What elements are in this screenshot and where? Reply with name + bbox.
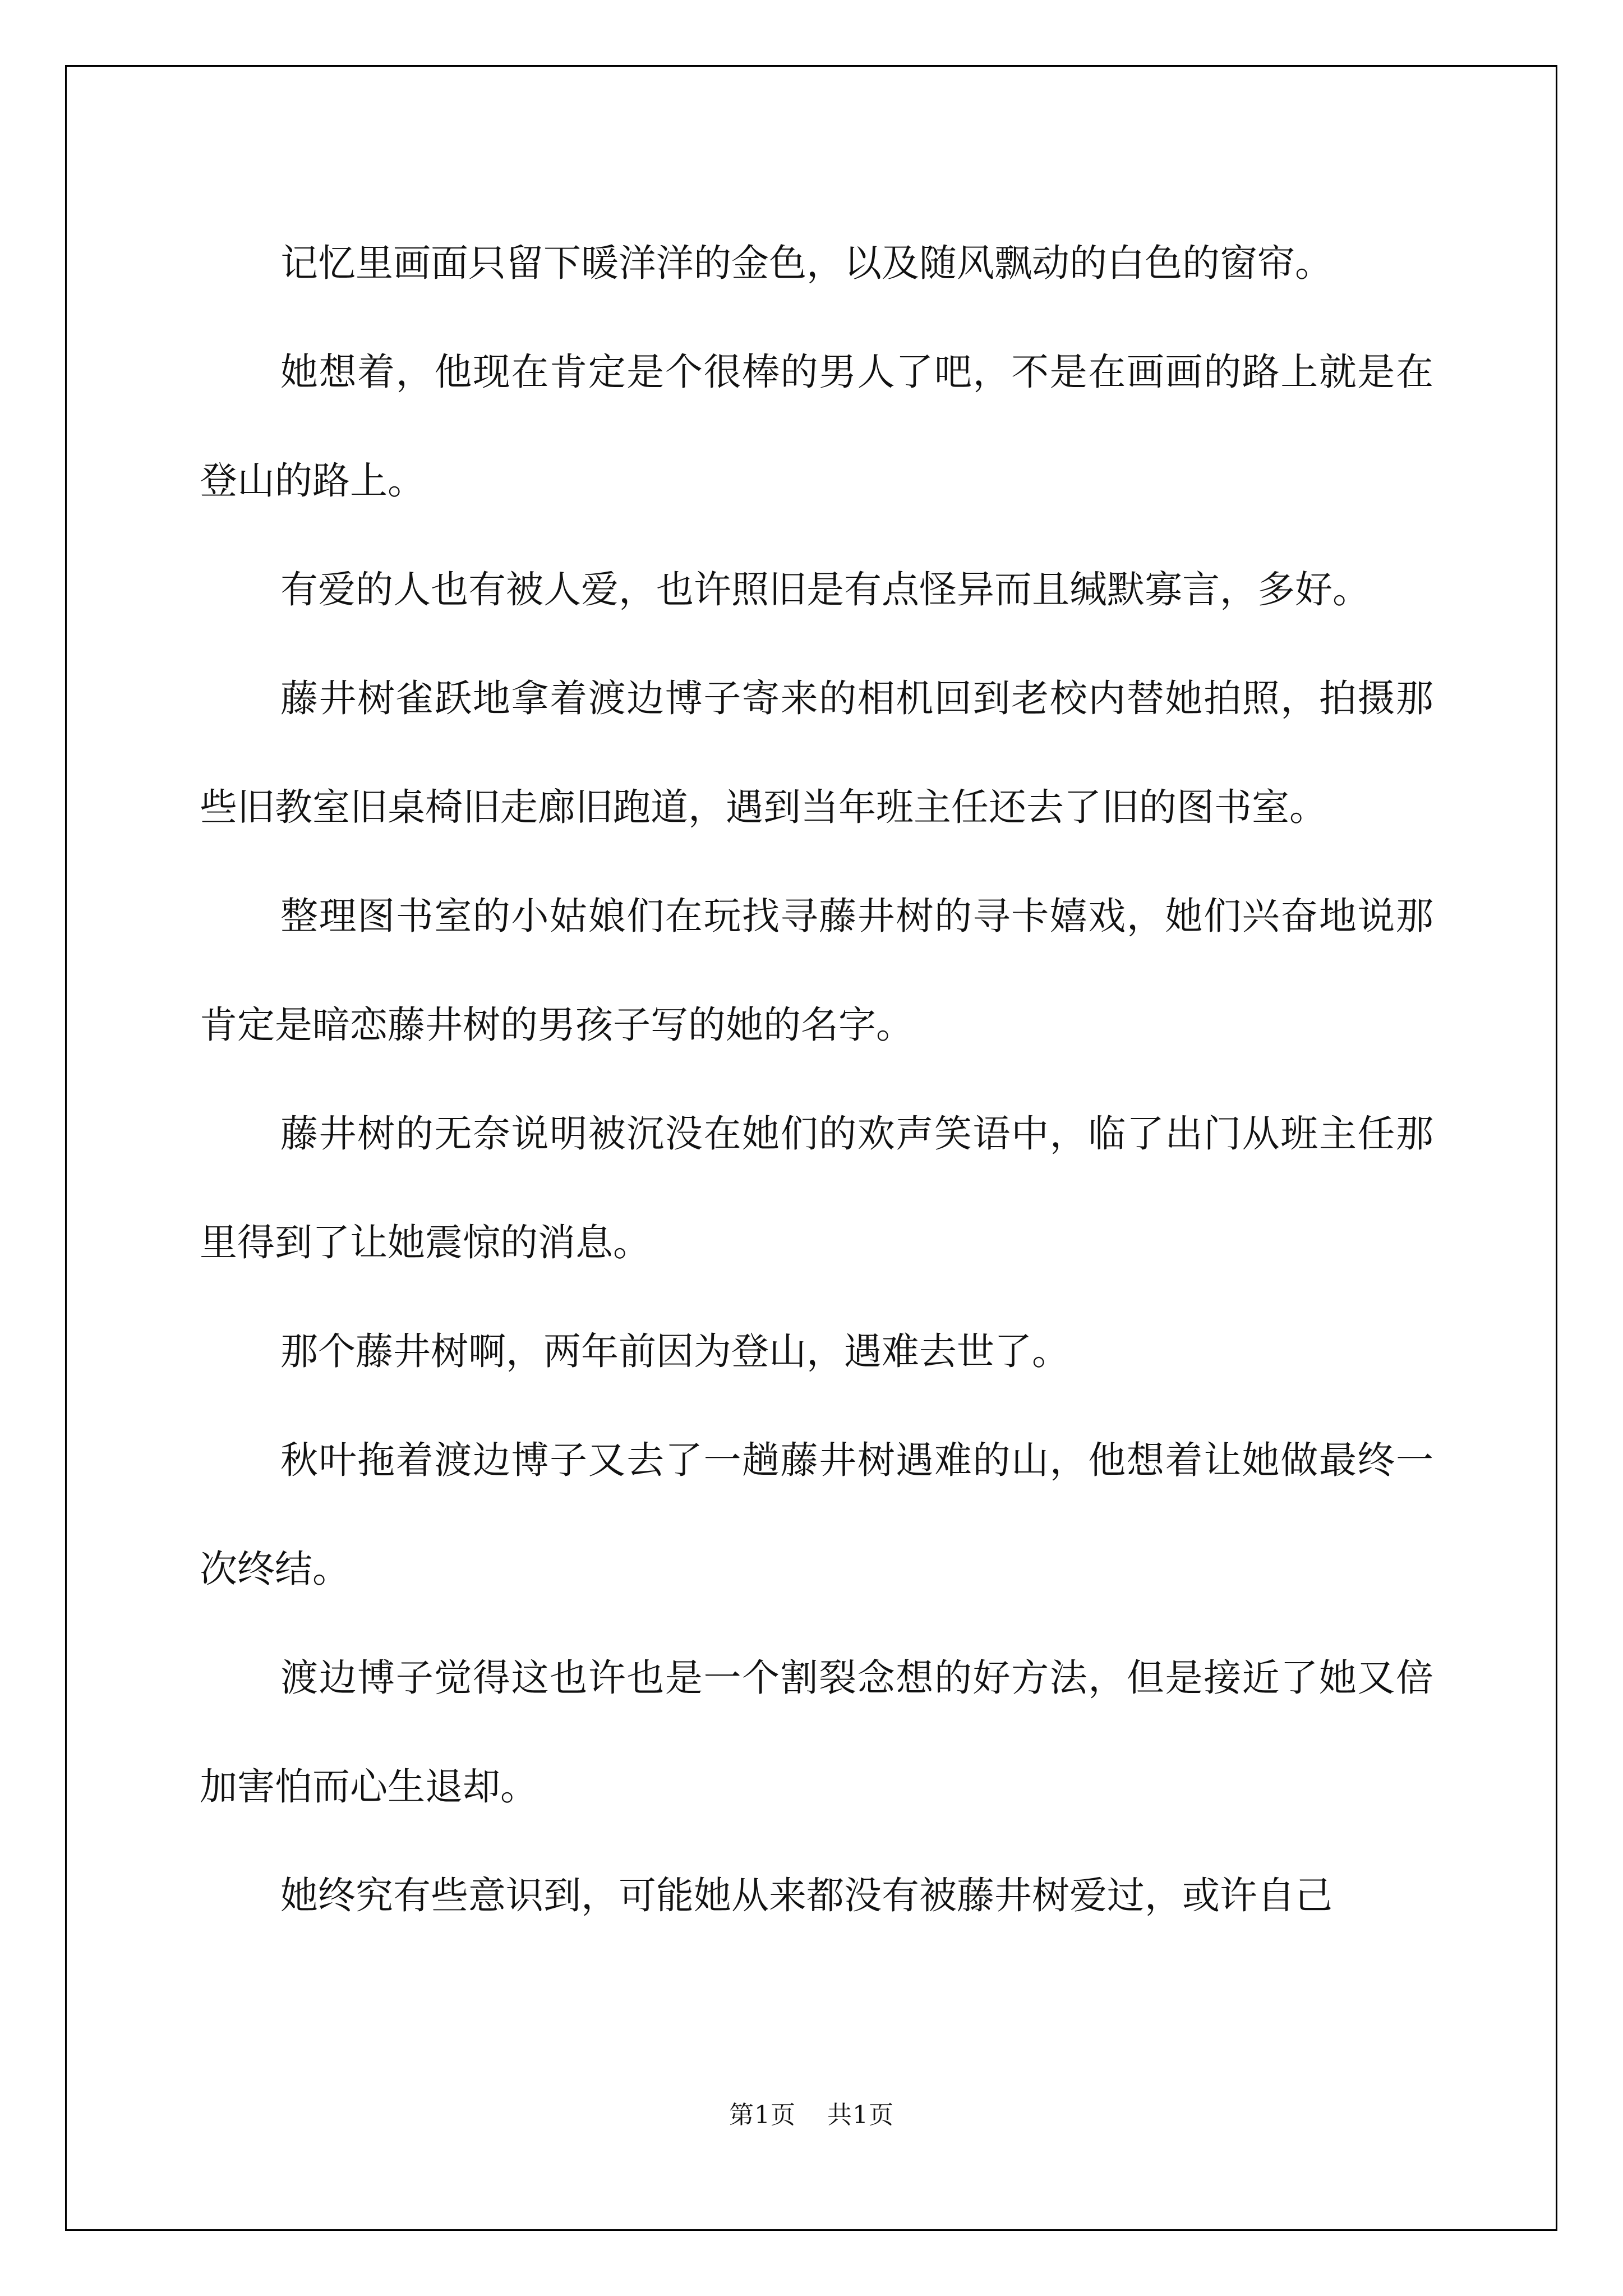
paragraph-8: 秋叶拖着渡边博子又去了一趟藤井树遇难的山，他想着让她做最终一次终结。 (200, 1438, 1433, 1591)
paragraph-4: 藤井树雀跃地拿着渡边博子寄来的相机回到老校内替她拍照，拍摄那些旧教室旧桌椅旧走廊旧跑道，遇到当年班主任还去了旧的图书室。 (200, 677, 1433, 829)
page-footer (0, 2095, 1623, 2131)
paragraph-5: 整理图书室的小姑娘们在玩找寻藤井树的寻卡嬉戏，她们兴奋地说那肯定是暗恋藤井树的男孩子写的她的名字。 (200, 894, 1433, 1047)
document-body (200, 209, 1433, 1950)
paragraph-10: 她终究有些意识到，可能她从来都没有被藤井树爱过，或许自己 (280, 1874, 1332, 1917)
paragraph-1: 记忆里画面只留下暖洋洋的金色，以及随风飘动的白色的窗帘。 (280, 241, 1332, 285)
paragraph-7: 那个藤井树啊，两年前因为登山，遇难去世了。 (280, 1329, 1069, 1373)
paragraph-6: 藤井树的无奈说明被沉没在她们的欢声笑语中，临了出门从班主任那里得到了让她震惊的消息。 (200, 1112, 1433, 1264)
paragraph-3: 有爱的人也有被人爱，也许照旧是有点怪异而且缄默寡言，多好。 (280, 568, 1370, 611)
page-number: 第1页 (729, 2101, 796, 2129)
paragraph-2: 她想着，他现在肯定是个很棒的男人了吧，不是在画画的路上就是在登山的路上。 (200, 350, 1433, 503)
page-total: 共1页 (827, 2101, 894, 2129)
paragraph-9: 渡边博子觉得这也许也是一个割裂念想的好方法，但是接近了她又倍加害怕而心生退却。 (200, 1656, 1433, 1809)
